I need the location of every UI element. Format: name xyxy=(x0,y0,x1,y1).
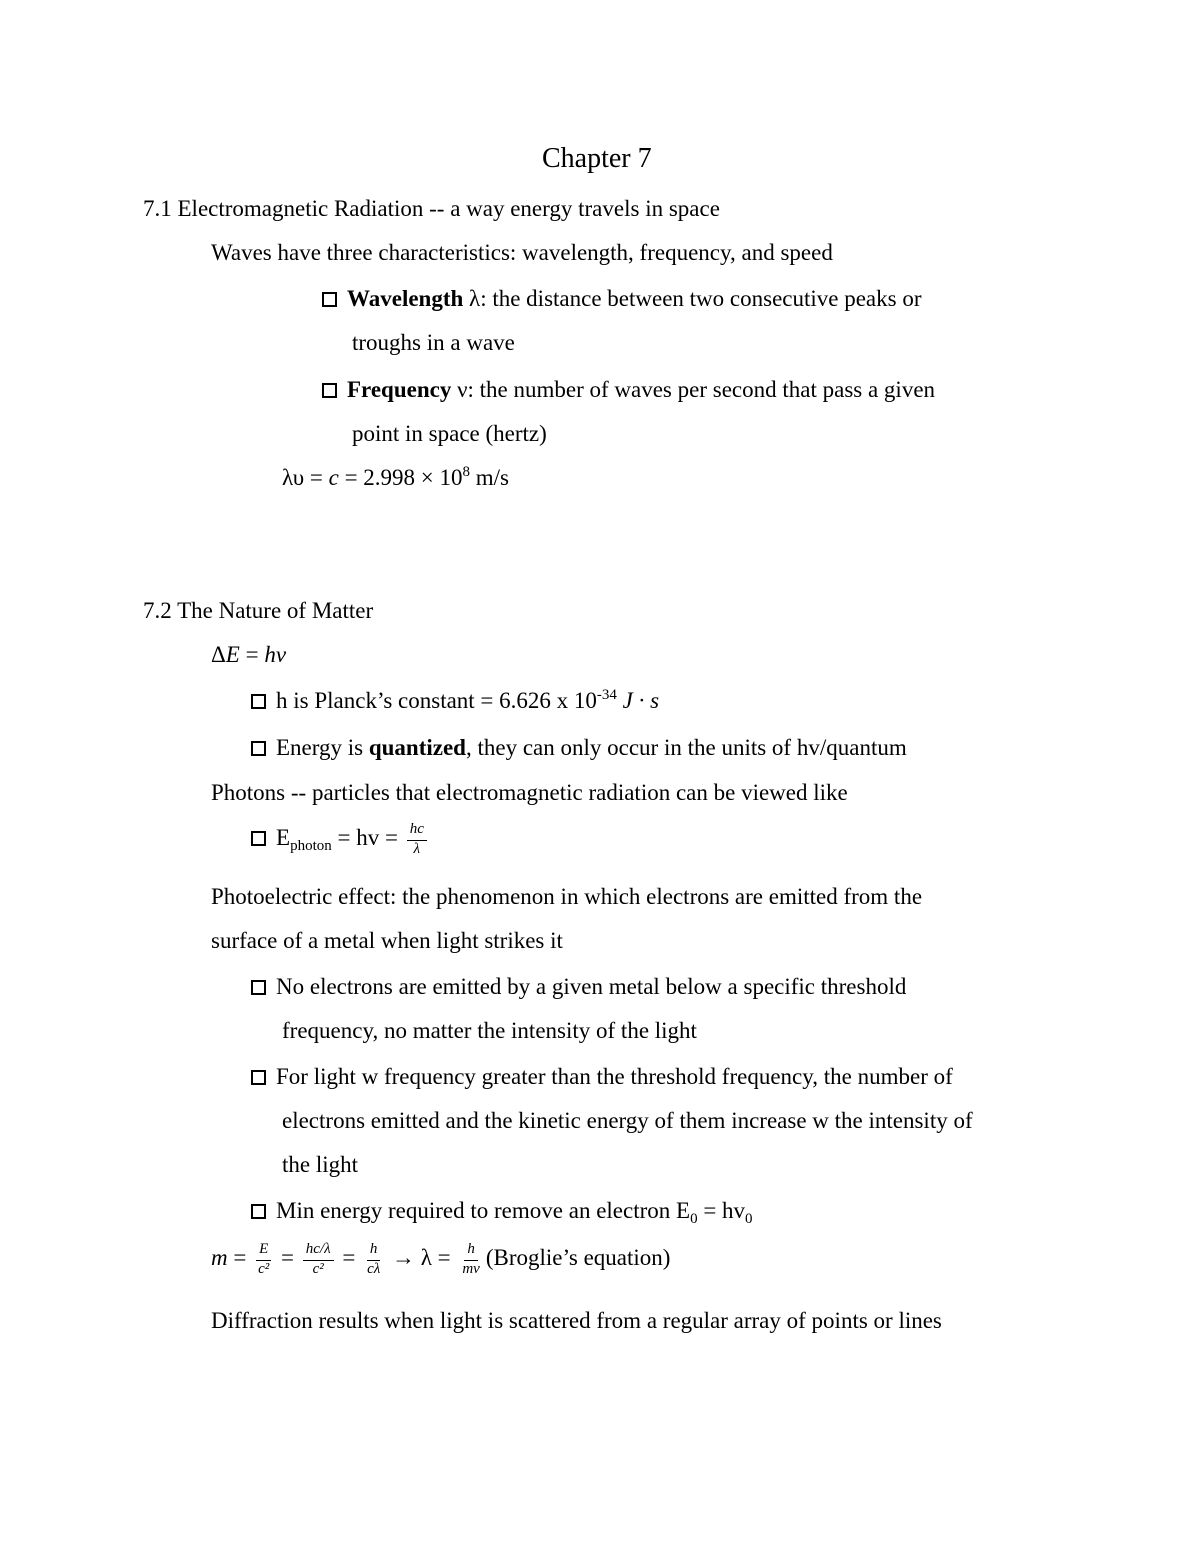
db-eq: = xyxy=(227,1245,253,1271)
photons-line: Photons -- particles that electromagnetic radiation can be viewed like xyxy=(211,780,848,805)
min-energy-bullet xyxy=(251,1198,753,1227)
frac-num: hc/λ xyxy=(303,1242,334,1261)
photoelectric-line-1: Photoelectric effect: the phenomenon in which electrons are emitted from the xyxy=(211,884,923,909)
frequency-def: : the number of waves per second that pass a given xyxy=(467,377,936,402)
frac-den: c² xyxy=(258,1260,270,1277)
db-arrow: → λ = xyxy=(386,1245,457,1271)
ephoton-sub: photon xyxy=(290,838,332,855)
frequency-term: Frequency xyxy=(347,377,452,402)
frequency-bullet xyxy=(322,378,935,401)
db-eq: = xyxy=(336,1245,362,1271)
de-broglie-equation xyxy=(211,1242,670,1278)
frac-den: mv xyxy=(462,1260,480,1277)
eq-c: c xyxy=(328,465,339,490)
checkbox-icon xyxy=(251,1070,266,1085)
threshold-text: No electrons are emitted by a given metal below a specific threshold xyxy=(276,974,907,999)
db-m: m xyxy=(211,1245,228,1271)
quantized-bullet xyxy=(251,736,907,759)
wavelength-term: Wavelength xyxy=(347,286,464,311)
frac-hc-lambda-c2 xyxy=(303,1242,334,1278)
checkbox-icon xyxy=(251,1204,266,1219)
wavelength-def-cont: troughs in a wave xyxy=(352,330,515,355)
intensity-text-cont-2: the light xyxy=(282,1152,359,1177)
energy-e: E xyxy=(225,642,240,667)
speed-of-light-equation xyxy=(282,466,509,489)
wavelength-bullet xyxy=(322,287,922,310)
section-7-2-heading: 7.2 The Nature of Matter xyxy=(143,598,374,623)
checkbox-icon xyxy=(251,980,266,995)
eq-lhs: λυ = xyxy=(282,465,329,490)
frequency-def-cont: point in space (hertz) xyxy=(352,421,547,446)
planck-unit: J · s xyxy=(616,688,660,713)
planck-exponent: -34 xyxy=(596,687,617,703)
section-7-1-heading: 7.1 Electromagnetic Radiation -- a way energy travels in space xyxy=(143,196,720,221)
min-energy-eq: = hv xyxy=(697,1198,746,1223)
wavelength-def: : the distance between two consecutive peaks or xyxy=(480,286,922,311)
frac-den: c² xyxy=(312,1260,324,1277)
delta: Δ xyxy=(211,642,226,667)
ephoton-e: E xyxy=(276,825,291,851)
hc-over-lambda xyxy=(407,822,427,858)
eq-unit: m/s xyxy=(470,465,510,490)
threshold-bullet xyxy=(251,975,906,998)
photoelectric-line-2: surface of a metal when light strikes it xyxy=(211,928,563,953)
intensity-text: For light w frequency greater than the threshold frequency, the number of xyxy=(276,1064,953,1089)
checkbox-icon xyxy=(251,831,266,846)
quantized-term: quantized xyxy=(368,735,466,760)
quant-post: , they can only occur in the units of hv/quantum xyxy=(465,735,907,760)
energy-equation xyxy=(211,643,286,666)
frac-den: λ xyxy=(413,840,421,857)
page-title: Chapter 7 xyxy=(542,143,652,174)
eq-value: = 2.998 × 10 xyxy=(338,465,463,490)
nu-symbol: ν xyxy=(451,377,468,402)
frac-num: E xyxy=(256,1242,271,1261)
diffraction-line: Diffraction results when light is scattered from a regular array of points or lines xyxy=(211,1308,942,1333)
frac-h-clambda xyxy=(364,1242,383,1278)
frac-e-c2 xyxy=(255,1242,272,1278)
frac-h-mv xyxy=(459,1242,483,1278)
intensity-text-cont-1: electrons emitted and the kinetic energy of them increase w the intensity of xyxy=(282,1108,973,1133)
hv: hv xyxy=(264,642,287,667)
lambda-symbol: λ xyxy=(463,286,481,311)
threshold-text-cont: frequency, no matter the intensity of the light xyxy=(282,1018,697,1043)
v0-sub: 0 xyxy=(745,1211,753,1227)
checkbox-icon xyxy=(322,292,337,307)
checkbox-icon xyxy=(251,694,266,709)
db-eq: = xyxy=(275,1245,300,1271)
quant-pre: Energy is xyxy=(276,735,369,760)
db-label: (Broglie’s equation) xyxy=(485,1245,671,1271)
frac-den: cλ xyxy=(367,1260,381,1277)
intensity-bullet xyxy=(251,1065,953,1088)
e0-sub: 0 xyxy=(690,1211,698,1227)
waves-intro: Waves have three characteristics: wavelength, frequency, and speed xyxy=(211,240,833,265)
planck-bullet xyxy=(251,689,659,712)
frac-num: h xyxy=(464,1242,478,1261)
planck-text: h is Planck’s constant = 6.626 x 10 xyxy=(276,688,597,713)
checkbox-icon xyxy=(322,383,337,398)
photon-energy-bullet xyxy=(251,822,430,858)
eq-exponent: 8 xyxy=(462,464,471,480)
frac-num: hc xyxy=(407,822,427,841)
checkbox-icon xyxy=(251,741,266,756)
frac-num: h xyxy=(367,1242,381,1261)
ephoton-eq: = hv = xyxy=(331,825,404,851)
min-energy-text: Min energy required to remove an electron E xyxy=(276,1198,691,1223)
equals: = xyxy=(239,642,265,667)
